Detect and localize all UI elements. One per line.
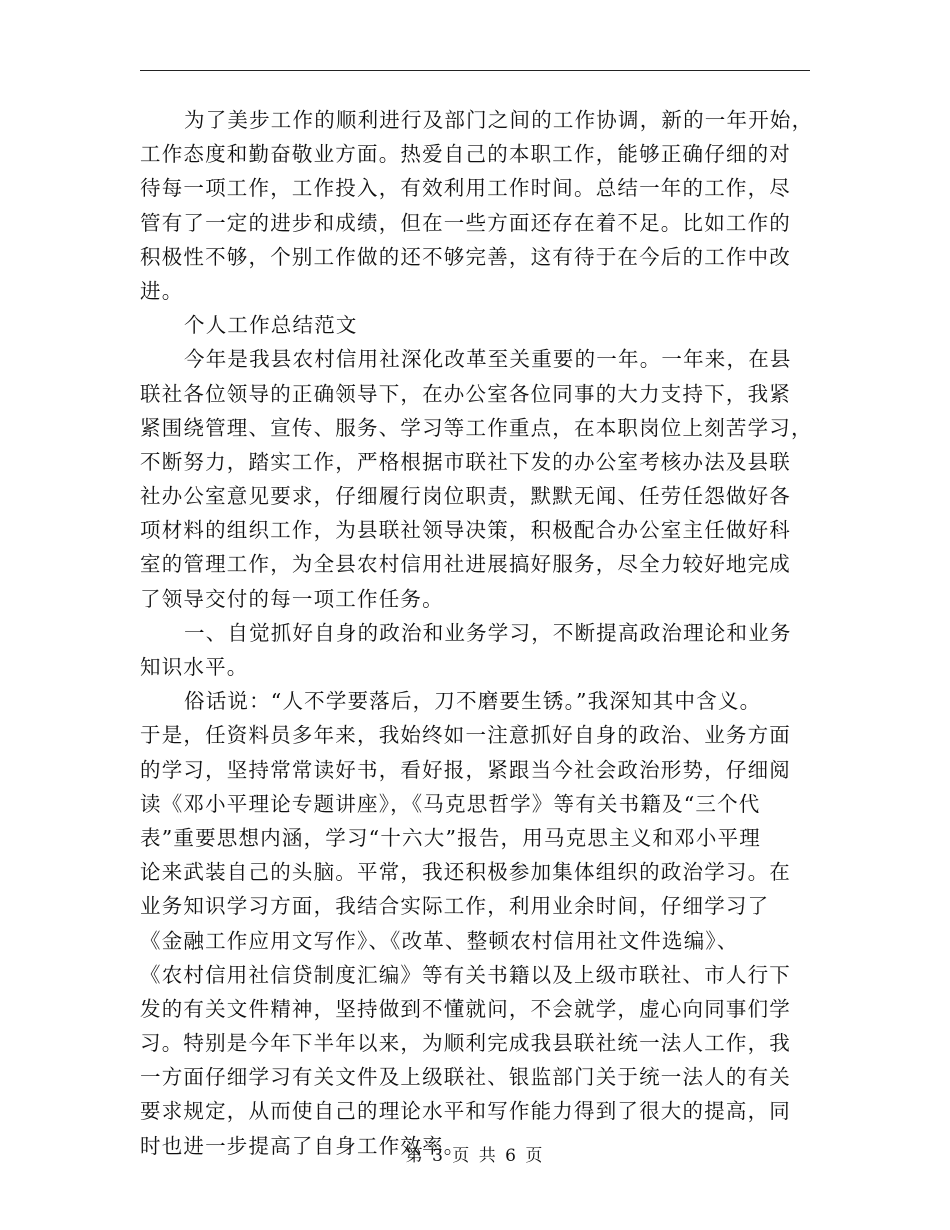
- text-line: 进。: [140, 278, 184, 303]
- text-line: 表”重要思想内涵，学习“十六大”报告，用马克思主义和邓小平理: [140, 825, 761, 850]
- text-line: 联社各位领导的正确领导下，在办公室各位同事的大力支持下，我紧: [140, 381, 791, 406]
- text-line: 室的管理工作，为全县农村信用社进展搞好服务，尽全力较好地完成: [140, 552, 791, 577]
- text-line: 管有了一定的进步和成绩，但在一些方面还存在着不足。比如工作的: [140, 210, 791, 235]
- text-line: 工作态度和勤奋敬业方面。热爱自己的本职工作，能够正确仔细的对: [140, 142, 791, 167]
- text-line: 知识水平。: [140, 655, 249, 679]
- header-rule: [140, 70, 810, 71]
- text-line: 为了美步工作的顺利进行及部门之间的工作协调，新的一年开始，: [184, 108, 814, 132]
- text-line: 个人工作总结范文: [184, 313, 358, 338]
- text-line: 于是，任资料员多年来，我始终如一注意抓好自身的政治、业务方面: [140, 723, 791, 748]
- text-line: 待每一项工作，工作投入，有效利用工作时间。总结一年的工作，尽: [140, 176, 791, 201]
- document-body: [140, 103, 814, 1163]
- text-line: 不断努力，踏实工作，严格根据市联社下发的办公室考核办法及县联: [140, 449, 791, 474]
- text-line: 要求规定，从而使自己的理论水平和写作能力得到了很大的提高，同: [140, 1099, 791, 1124]
- text-line: 社办公室意见要求，仔细履行岗位职责，默默无闻、任劳任怨做好各: [140, 484, 791, 509]
- text-line: 俗话说：“人不学要落后，刀不磨要生锈。”我深知其中含义。: [184, 689, 762, 714]
- text-line: 发的有关文件精神，坚持做到不懂就问，不会就学，虚心向同事们学: [140, 996, 791, 1021]
- text-line: 紧围绕管理、宣传、服务、学习等工作重点，在本职岗位上刻苦学习，: [140, 415, 813, 440]
- text-line: 今年是我县农村信用社深化改革至关重要的一年。一年来，在县: [184, 347, 792, 372]
- page-number-footer: 第 3 页 共 6 页: [405, 1146, 545, 1166]
- text-line: 《金融工作应用文写作》、《改革、整顿农村信用社文件选编》、: [140, 928, 739, 953]
- text-line: 《农村信用社信贷制度汇编》等有关书籍以及上级市联社、市人行下: [140, 962, 791, 987]
- text-line: 积极性不够，个别工作做的还不够完善，这有待于在今后的工作中改: [140, 244, 791, 269]
- text-line: 时也进一步提高了自身工作效率。: [140, 1133, 466, 1158]
- text-line: 项材料的组织工作，为县联社领导决策，积极配合办公室主任做好科: [140, 518, 791, 543]
- text-line: 业务知识学习方面，我结合实际工作，利用业余时间，仔细学习了: [140, 894, 770, 919]
- text-line: 论来武装自己的头脑。平常，我还积极参加集体组织的政治学习。在: [140, 860, 791, 885]
- text-line: 一、自觉抓好自身的政治和业务学习，不断提高政治理论和业务: [184, 620, 792, 645]
- text-line: 一方面仔细学习有关文件及上级联社、银监部门关于统一法人的有关: [140, 1065, 791, 1090]
- text-line: 习。特别是今年下半年以来，为顺利完成我县联社统一法人工作，我: [140, 1031, 791, 1056]
- text-line: 读《邓小平理论专题讲座》，《马克思哲学》等有关书籍及“三个代: [140, 791, 761, 816]
- text-line: 了领导交付的每一项工作任务。: [140, 586, 444, 611]
- text-line: 的学习，坚持常常读好书，看好报，紧跟当今社会政治形势，仔细阅: [140, 757, 791, 782]
